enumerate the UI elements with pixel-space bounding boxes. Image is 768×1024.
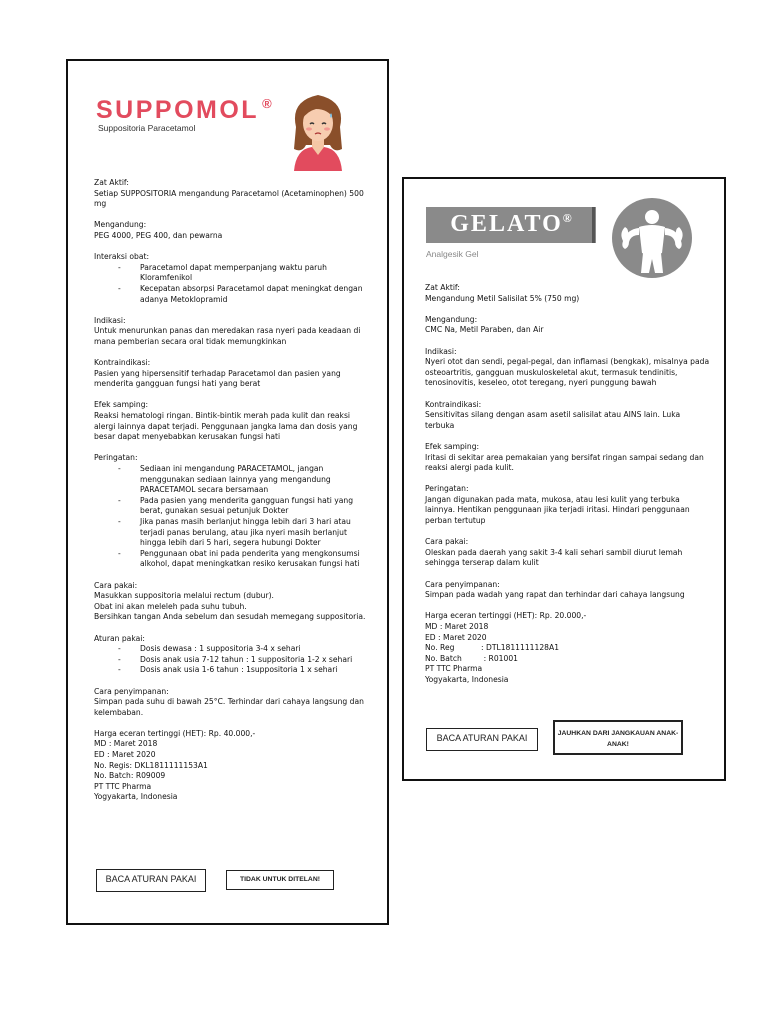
info-line: Yogyakarta, Indonesia	[94, 792, 178, 802]
section-text: Mengandung Metil Salisilat 5% (750 mg)	[425, 293, 580, 303]
section-title: Zat Aktif:	[425, 283, 460, 292]
gelato-body	[425, 283, 710, 696]
section-title: Zat Aktif:	[94, 178, 129, 187]
info-line: No. Reg : DTL1811111128A1	[425, 643, 560, 653]
do-not-swallow-box: TIDAK UNTUK DITELAN!	[226, 870, 334, 890]
list-item: - Dosis anak usia 1-6 tahun : 1suppositoria 1 x sehari	[94, 665, 369, 676]
info-line: ED : Maret 2020	[425, 632, 487, 642]
section-title: Cara penyimpanan:	[94, 686, 169, 696]
info-line: MD : Maret 2018	[94, 739, 158, 749]
section-title: Mengandung:	[425, 314, 478, 324]
section-title: Peringatan:	[94, 453, 138, 463]
section-text: CMC Na, Metil Paraben, dan Air	[425, 325, 544, 335]
section-title: Mengandung:	[94, 220, 147, 230]
gelato-label	[402, 177, 726, 781]
info-line: Harga eceran tertinggi (HET): Rp. 20.000,-	[425, 611, 587, 621]
peringatan-section	[94, 453, 369, 570]
info-line: No. Batch: R09009	[94, 771, 166, 781]
section-title: Indikasi:	[425, 346, 457, 356]
list-item: - Dosis anak usia 7-12 tahun : 1 suppositoria 1-2 x sehari	[94, 655, 369, 666]
section-line: Masukkan suppositoria melalui rectum (dubur).	[94, 591, 274, 601]
section-title: Cara penyimpanan:	[425, 579, 500, 589]
penyimpanan-section	[425, 580, 710, 601]
cara-pakai-section	[94, 581, 369, 623]
penyimpanan-section	[94, 687, 369, 719]
peringatan-section	[425, 484, 710, 526]
read-instructions-box: BACA ATURAN PAKAI	[96, 869, 206, 892]
indikasi-section	[425, 347, 710, 389]
section-text: Simpan pada suhu di bawah 25°C. Terhindar dari cahaya langsung dan kelembaban.	[94, 697, 364, 717]
info-line: ED : Maret 2020	[94, 750, 156, 760]
section-text: PEG 4000, PEG 400, dan pewarna	[94, 230, 223, 240]
section-title: Indikasi:	[94, 315, 126, 325]
list-item: - Dosis dewasa : 1 suppositoria 3-4 x sehari	[94, 644, 369, 655]
section-line: Obat ini akan meleleh pada suhu tubuh.	[94, 601, 247, 611]
kontraindikasi-section	[94, 358, 369, 390]
suppomol-body	[94, 178, 369, 814]
section-text: Nyeri otot dan sendi, pegal-pegal, dan inflamasi (bengkak), misalnya pada osteoartritis, gangguan muskuloskeletal akut, termasuk tendinitis, tenosinovitis, keseleo, otot teregang, nyeri punggung bawah	[425, 357, 710, 388]
zat-aktif-section	[94, 178, 369, 210]
girl-sick-icon	[286, 87, 350, 171]
section-title: Interaksi obat:	[94, 252, 150, 262]
list-item: - Jika panas masih berlanjut hingga lebih dari 3 hari atau terjadi panas berulang, atau jika nyeri masih berlanjut hingga lebih dari 5 hari, segera hubungi Dokter	[94, 517, 369, 549]
list-item: - Sediaan ini mengandung PARACETAMOL, jangan menggunakan sediaan lainnya yang mengandung PARACETAMOL secara bersamaan	[94, 464, 369, 496]
read-instructions-box: BACA ATURAN PAKAI	[426, 728, 538, 751]
section-title: Cara pakai:	[94, 580, 138, 590]
cara-pakai-section	[425, 537, 710, 569]
mengandung-section	[425, 315, 710, 336]
section-text: Reaksi hematologi ringan. Bintik-bintik merah pada kulit dan reaksi alergi lainnya dapat terjadi. Penggunaan jangka lama dan dosis yang besar dapat menyebabkan kerusakan fungsi hati	[94, 411, 358, 442]
interaksi-section	[94, 252, 369, 305]
section-text: Sensitivitas silang dengan asam asetil salisilat atau AINS lain. Luka terbuka	[425, 410, 681, 430]
gelato-brand-divider	[592, 207, 595, 243]
info-line: No. Regis: DKL1811111153A1	[94, 760, 208, 770]
info-line: PT TTC Pharma	[94, 781, 152, 791]
indikasi-section	[94, 316, 369, 348]
gelato-brand: GELATO®	[450, 211, 572, 237]
mengandung-section	[94, 220, 369, 241]
list-item: - Paracetamol dapat memperpanjang waktu paruh Kloramfenikol	[94, 263, 369, 284]
section-title: Aturan pakai:	[94, 633, 145, 643]
section-title: Peringatan:	[425, 484, 469, 494]
section-title: Cara pakai:	[425, 537, 469, 547]
suppomol-subtitle: Suppositoria Paracetamol	[98, 123, 196, 133]
section-title: Kontraindikasi:	[94, 358, 151, 368]
section-title: Kontraindikasi:	[425, 399, 482, 409]
info-line: No. Batch : R01001	[425, 653, 518, 663]
product-info	[425, 611, 710, 685]
kontraindikasi-section	[425, 400, 710, 432]
list-item: - Penggunaan obat ini pada penderita yang mengkonsumsi alkohol, dapat meningkatkan resiko kerusakan fungsi hati	[94, 549, 369, 570]
section-title: Efek samping:	[94, 400, 149, 410]
gelato-subtitle: Analgesik Gel	[426, 249, 479, 259]
section-line: Bersihkan tangan Anda sebelum dan sesudah memegang suppositoria.	[94, 612, 366, 622]
strongman-icon	[611, 197, 693, 279]
suppomol-brand: SUPPOMOL ®	[96, 96, 272, 124]
keep-away-children-box: JAUHKAN DARI JANGKAUAN ANAK-ANAK!	[553, 720, 683, 755]
section-title: Efek samping:	[425, 441, 480, 451]
section-text: Setiap SUPPOSITORIA mengandung Paracetamol (Acetaminophen) 500 mg	[94, 188, 364, 209]
section-text: Simpan pada wadah yang rapat dan terhindar dari cahaya langsung	[425, 590, 685, 600]
gelato-brand-box	[426, 207, 596, 243]
zat-aktif-section	[425, 283, 710, 304]
section-text: Untuk menurunkan panas dan meredakan rasa nyeri pada keadaan di mana pemberian secara oral tidak memungkinkan	[94, 326, 361, 346]
list-item: - Kecepatan absorpsi Paracetamol dapat meningkat dengan adanya Metoklopramid	[94, 284, 369, 305]
section-text: Oleskan pada daerah yang sakit 3-4 kali sehari sambil diurut lemah sehingga terserap dalam kulit	[425, 547, 683, 568]
efek-samping-section	[425, 442, 710, 474]
section-text: Jangan digunakan pada mata, mukosa, atau lesi kulit yang terbuka lainnya. Hentikan penggunaan jika terjadi iritasi. Hindari penggunaan perban tertutup	[425, 494, 690, 526]
info-line: Yogyakarta, Indonesia	[425, 674, 509, 684]
aturan-pakai-section	[94, 634, 369, 676]
section-text: Iritasi di sekitar area pemakaian yang bersifat ringan sampai sedang dan reaksi alergi pada kulit.	[425, 452, 704, 473]
info-line: MD : Maret 2018	[425, 622, 489, 631]
info-line: Harga eceran tertinggi (HET): Rp. 40.000,-	[94, 728, 256, 738]
section-text: Pasien yang hipersensitif terhadap Paracetamol dan pasien yang menderita gangguan fungsi hati yang berat	[94, 368, 341, 389]
efek-samping-section	[94, 400, 369, 442]
info-line: PT TTC Pharma	[425, 664, 483, 674]
suppomol-label	[66, 59, 389, 925]
list-item: - Pada pasien yang menderita gangguan fungsi hati yang berat, gunakan sesuai petunjuk Dokter	[94, 496, 369, 517]
product-info	[94, 729, 369, 803]
